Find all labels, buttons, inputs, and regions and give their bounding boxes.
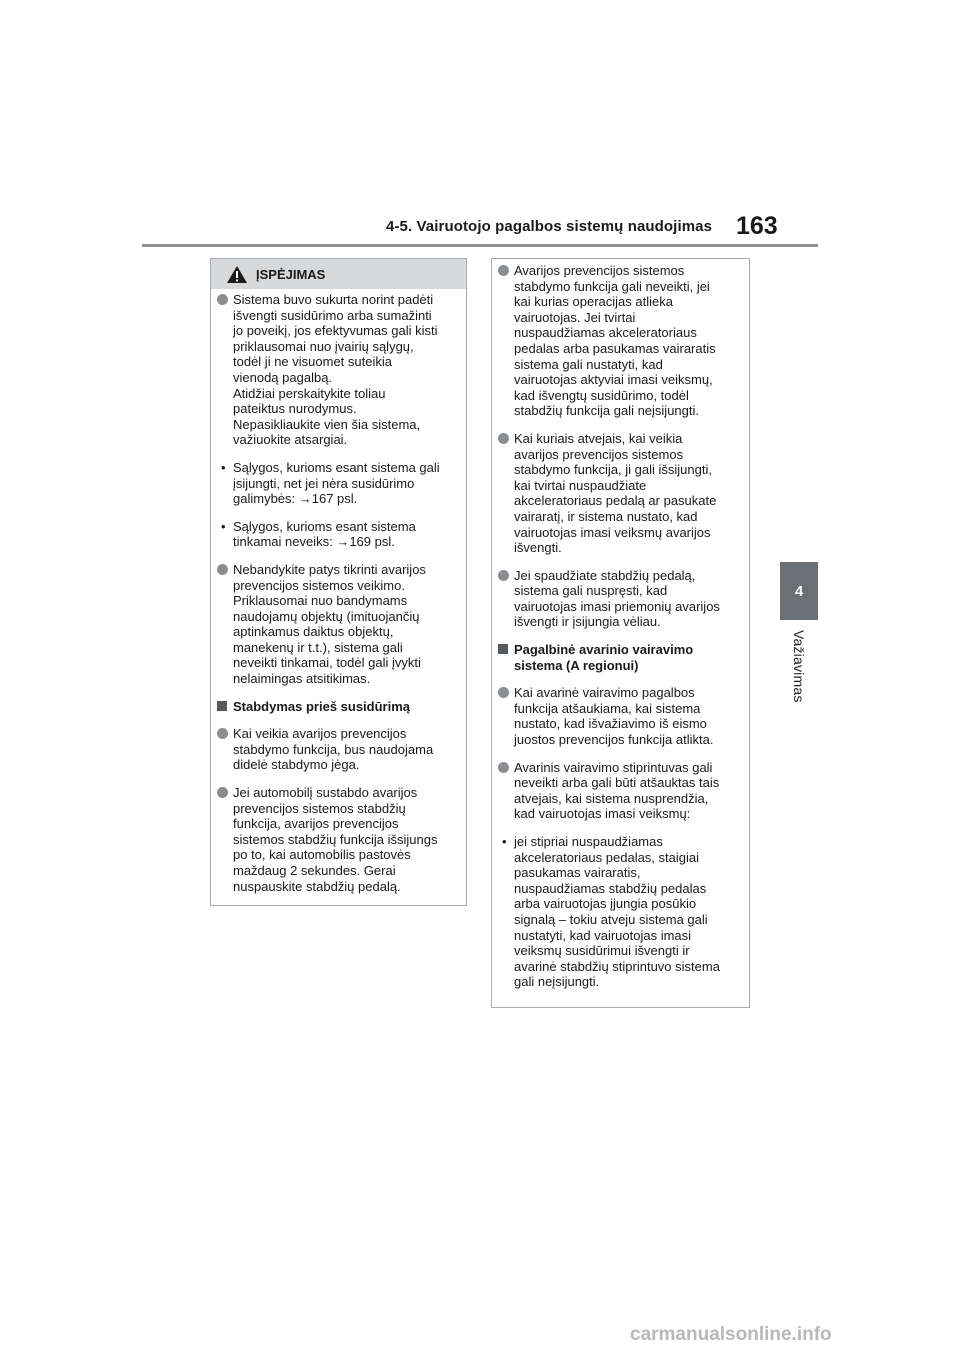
square-bullet-icon <box>217 701 227 711</box>
header-rule <box>142 244 818 247</box>
list-item <box>498 263 739 419</box>
text-line: didelė stabdymo jėga. <box>233 757 360 773</box>
text-line: maždaug 2 sekundes. Gerai <box>233 863 396 878</box>
watermark: carmanualsonline.info <box>630 1324 832 1345</box>
text-line: atvejais, kai sistema nusprendžia, <box>514 790 709 806</box>
sub-list-item <box>217 519 456 550</box>
text-line: todėl ji ne visuomet suteikia <box>233 354 392 370</box>
circle-bullet-icon <box>498 687 509 698</box>
list-item <box>498 685 739 747</box>
text-line: vairuotojas aktyviai imasi veiksmų, <box>514 372 713 388</box>
text-line: aptinkamus daiktus objektų, <box>233 624 394 640</box>
chapter-number: 4 <box>794 582 804 600</box>
text-line: prevencijos sistemos veikimo. <box>233 577 405 593</box>
text-line: stabdymo funkcija gali neveikti, jei <box>514 278 710 294</box>
bullet-mark: • <box>221 518 226 534</box>
text-line: Avarijos prevencijos sistemos <box>514 263 685 278</box>
text-line: sistema (A regionui) <box>514 657 639 673</box>
text-line: Priklausomai nuo bandymams <box>233 593 408 609</box>
text-line: Nebandykite patys tikrinti avarijos <box>233 561 426 577</box>
text-line: funkcija atšaukiama, kai sistema <box>514 700 701 716</box>
right-column-box <box>491 258 750 1008</box>
text-line: pedalas arba pasukamas vairaratis <box>514 340 716 356</box>
circle-bullet-icon <box>217 728 228 739</box>
text-line: prevencijos sistemos stabdžių <box>233 800 406 816</box>
list-item <box>498 568 739 630</box>
text-line: Jei automobilį sustabdo avarijos <box>233 785 418 801</box>
text-line: sistema gali nustatyti, kad <box>514 356 663 372</box>
text-line: avarinė stabdžių stiprintuvo sistema <box>514 958 720 974</box>
warning-triangle-icon <box>226 265 248 284</box>
text-line: Avarinis vairavimo stiprintuvas gali <box>514 759 713 775</box>
text-line: Sąlygos, kurioms esant sistema <box>233 518 416 534</box>
text-line: akceleratoriaus pedalas, staigiai <box>514 849 699 865</box>
text-line: kai kurias operacijas atlieka <box>514 294 673 310</box>
circle-bullet-icon <box>217 787 228 798</box>
text-line: juostos prevencijos funkcija atlikta. <box>514 732 714 748</box>
text-line: stabdymo funkcija, bus naudojama <box>233 741 434 757</box>
text-line: galimybės: →167 psl. <box>233 491 358 507</box>
text-line: Pagalbinė avarinio vairavimo <box>514 642 694 658</box>
text-line: Kai avarinė vairavimo pagalbos <box>514 685 695 701</box>
text-line: arba vairuotojas įjungia posūkio <box>514 896 697 912</box>
square-bullet-icon <box>498 644 508 654</box>
text-line: stabdymo funkcija, ji gali išsijungti, <box>514 462 712 478</box>
text-line: nuspauskite stabdžių pedalą. <box>233 878 401 894</box>
text-line: priklausomai nuo įvairių sąlygų, <box>233 338 414 354</box>
list-item <box>217 562 456 687</box>
text-line: sistemos stabdžių funkcija išsijungs <box>233 831 438 847</box>
text-line: akceleratoriaus pedalą ar pasukate <box>514 493 717 509</box>
text-line: nustatyti, kad vairuotojas imasi <box>514 927 692 943</box>
list-item <box>498 431 739 556</box>
list-item <box>217 726 456 773</box>
text-line: nuspaudžiamas akceleratoriaus <box>514 325 697 341</box>
text-line: Nepasikliaukite vien šia sistema, <box>233 416 421 432</box>
text-line: važiuokite atsargiai. <box>233 432 348 448</box>
text-line: jo poveikį, jos efektyvumas gali kisti <box>233 323 438 339</box>
text-line: nuspaudžiamas stabdžių pedalas <box>514 880 707 896</box>
circle-bullet-icon <box>498 570 509 581</box>
text-line: Stabdymas prieš susidūrimą <box>233 698 411 714</box>
text-line: Sistema buvo sukurta norint padėti <box>233 292 434 307</box>
text-line: išvengti susidūrimo arba sumažinti <box>233 307 432 323</box>
bullet-mark: • <box>221 459 226 475</box>
text-line: vienodą pagalbą. <box>233 369 333 385</box>
text-line: gali neįsijungti. <box>514 974 600 990</box>
text-line: Kai kuriais atvejais, kai veikia <box>514 430 683 446</box>
text-line: manekenų ir t.t.), sistema gali <box>233 639 403 655</box>
circle-bullet-icon <box>498 433 509 444</box>
text-line: sistema gali nuspręsti, kad <box>514 583 668 599</box>
page-header-title: 4-5. Vairuotojo pagalbos sistemų naudojimas <box>386 218 713 235</box>
text-line: įsijungti, net jei nėra susidūrimo <box>233 475 415 491</box>
text-line: avarijos prevencijos sistemos <box>514 446 684 462</box>
chapter-label: Važiavimas <box>791 630 807 703</box>
chapter-tab <box>780 562 818 620</box>
warning-header <box>211 259 466 289</box>
text-line: Atidžiai perskaitykite toliau <box>233 385 386 401</box>
text-line: naudojamų objektų (imituojančių <box>233 608 420 624</box>
text-line: vairuotojas. Jei tvirtai <box>514 309 636 325</box>
warning-box <box>210 258 467 906</box>
circle-bullet-icon <box>217 294 228 305</box>
text-line: po to, kai automobilis pastovės <box>233 847 411 863</box>
text-line: Jei spaudžiate stabdžių pedalą, <box>514 567 696 583</box>
text-line: nustato, kad išvažiavimo iš eismo <box>514 716 707 732</box>
circle-bullet-icon <box>498 265 509 276</box>
circle-bullet-icon <box>217 564 228 575</box>
text-line: kad vairuotojas imasi veiksmų: <box>514 806 691 822</box>
sub-list-item <box>217 460 456 507</box>
text-line: jei stipriai nuspaudžiamas <box>514 834 663 849</box>
text-line: funkcija, avarijos prevencijos <box>233 816 399 832</box>
text-line: kad išvengtų susidūrimo, todėl <box>514 387 689 403</box>
text-line: veiksmų susidūrimui išvengti ir <box>514 943 690 959</box>
warning-title: ĮSPĖJIMAS <box>256 266 326 282</box>
circle-bullet-icon <box>498 762 509 773</box>
text-line: tinkamai neveiks: →169 psl. <box>233 534 395 550</box>
text-line: neveikti arba gali būti atšauktas tais <box>514 775 720 791</box>
list-item <box>217 785 456 894</box>
text-line: Sąlygos, kurioms esant sistema gali <box>233 459 440 475</box>
list-item <box>498 760 739 822</box>
text-line: išvengti. <box>514 540 562 556</box>
section-heading <box>217 699 456 715</box>
text-line: vairuotojas imasi veiksmų avarijos <box>514 524 711 540</box>
section-heading <box>498 642 739 673</box>
text-line: stabdžių funkcija gali neįsijungti. <box>514 403 699 419</box>
right-content <box>492 259 749 990</box>
text-line: pateiktus nurodymus. <box>233 401 357 417</box>
text-line: neveikti tinkamai, todėl gali įvykti <box>233 655 421 671</box>
text-line: Kai veikia avarijos prevencijos <box>233 726 407 742</box>
page-number: 163 <box>736 212 778 240</box>
text-line: kai tvirtai nuspaudžiate <box>514 477 647 493</box>
text-line: signalą – tokiu atveju sistema gali <box>514 911 708 927</box>
text-line: nelaimingas atsitikimas. <box>233 671 371 687</box>
text-line: išvengti ir įsijungia vėliau. <box>514 614 661 630</box>
warning-content <box>211 289 466 894</box>
list-item <box>217 292 456 448</box>
text-line: vairuotojas imasi priemonių avarijos <box>514 598 720 614</box>
sub-list-item <box>498 834 739 990</box>
text-line: pasukamas vairaratis, <box>514 865 641 881</box>
bullet-mark: • <box>502 834 507 849</box>
text-line: vairaratį, ir sistema nustato, kad <box>514 508 698 524</box>
